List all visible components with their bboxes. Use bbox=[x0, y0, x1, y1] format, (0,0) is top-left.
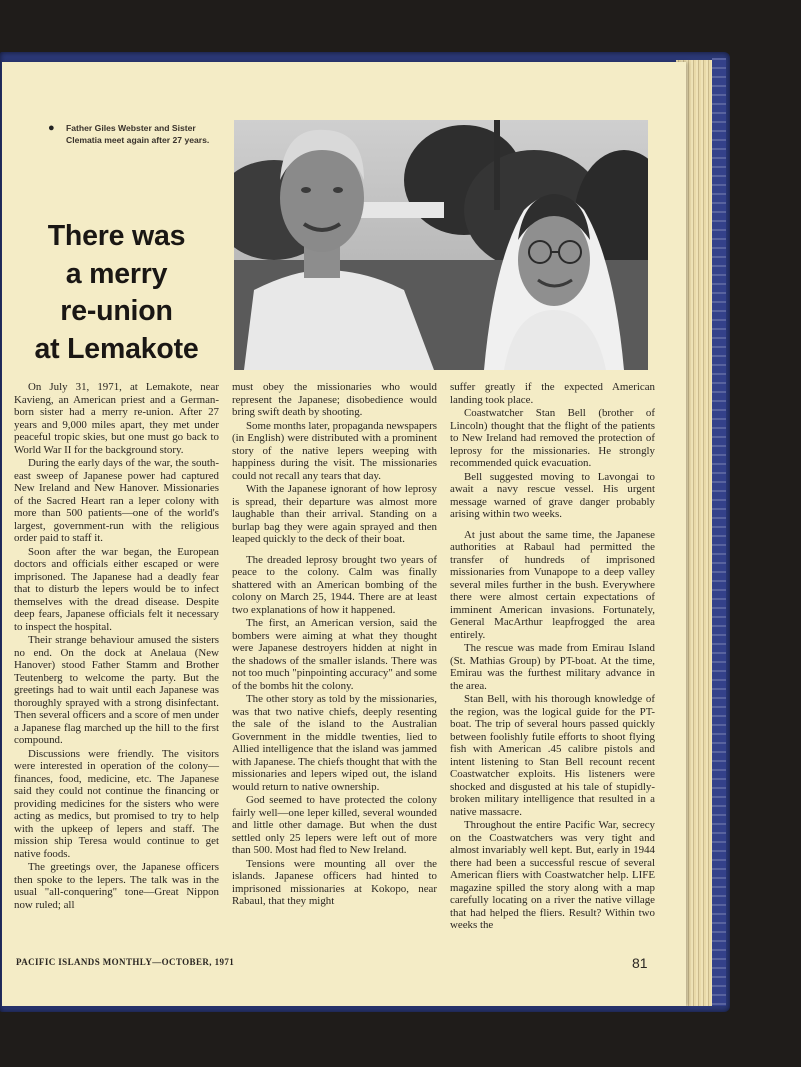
caption-text: Father Giles Webster and Sister Clematia meet again after 27 years. bbox=[66, 123, 210, 145]
paragraph: With the Japanese ignorant of how leprosy is spread, their departure was almost more laughable than their arrival. Standing on a burlap bag they were again sprayed and then leaped quickly to the deck of their boat. bbox=[232, 483, 437, 545]
paragraph: Coastwatcher Stan Bell (brother of Lincoln) thought that the flight of the patients to New Ireland had removed the protection of leprosy for the missionaries. He strongly recommended quick evacuation. bbox=[450, 407, 655, 469]
paragraph: suffer greatly if the expected American landing took place. bbox=[450, 381, 655, 406]
headline-line: at Lemakote bbox=[34, 332, 199, 365]
paragraph: Some months later, propaganda newspapers (in English) were distributed with a prominent story of the native lepers weeping with happiness during the visit. The missionaries could not recall any tears that day. bbox=[232, 419, 438, 482]
paragraph: must obey the missionaries who would represent the Japanese; disobedience would bring swift death by shooting. bbox=[232, 381, 437, 418]
photo-illustration bbox=[234, 120, 648, 370]
article-headline bbox=[14, 218, 219, 368]
paragraph: God seemed to have protected the colony fairly well—one leper killed, several wounded and little other damage. But when the dust settled only 25 lepers were left out of more than 500. Most had fled to New Ireland. bbox=[232, 794, 437, 856]
paragraph: At just about the same time, the Japanese authorities at Rabaul had permitted the transfer of hundreds of imprisoned missionaries from Vunapope to a deep valley several miles further in the bush. Everywhere there were almost certain expectations of imminent American invasions. Fortunately, General MacArthur leapfrogged the area entirely. bbox=[450, 528, 655, 641]
paragraph: The other story as told by the missionaries, was that two native chiefs, deeply resenting the sale of the island to the Australian Government in the middle twenties, lied to Allied intelligence that the island was jammed with Japanese. The chiefs thought that with the missionaries and lepers wiped out, the island would return to native ownership. bbox=[232, 693, 437, 793]
paragraph: The first, an American version, said the bombers were aiming at what they thought were Japanese destroyers hidden at night in the shadows of the smaller islands. There was not too much "pinpointing accuracy" and some of the bombs hit the colony. bbox=[232, 617, 437, 692]
paragraph: Their strange behaviour amused the sisters no end. On the dock at Anelaua (New Hanover) stood Father Stamm and Brother Teutenberg to welcome the party. But the greetings had to wait until each Japanese was thoroughly sprayed with a strong disinfectant. Then several officers and a score of men under a Japanese flag marched up the hill to the first compound. bbox=[14, 634, 219, 746]
paragraph: On July 31, 1971, at Lemakote, near Kavieng, an American priest and a German-born sister had a merry re-union. After 27 years and 9,000 miles apart, they met under peaceful tropic skies, but one must go back to World War II for the background story. bbox=[14, 381, 219, 456]
text-column bbox=[450, 381, 655, 932]
paragraph: Throughout the entire Pacific War, secrecy on the Coastwatchers was very tight and almost invariably well kept. But, early in 1944 there had been a successful rescue of several American fliers with Coastwatcher help. LIFE magazine spilled the story along with a map carefully locating on a river the native village that had helped the fliers. Result? Within two weeks the bbox=[450, 819, 655, 931]
text-column bbox=[232, 381, 437, 932]
headline-line: There was bbox=[47, 220, 186, 252]
paragraph: The rescue was made from Emirau Island (St. Mathias Group) by PT-boat. At the time, Emirau was the furthest military advance in the area. bbox=[450, 642, 655, 692]
headline-line: a merry bbox=[65, 257, 168, 290]
binding-edge bbox=[712, 58, 726, 1006]
paragraph: Discussions were friendly. The visitors were interested in operation of the colony—finances, food, medicine, etc. The Japanese said they could not continue the financing or providing medicines for the sisters who were acting as medics, but promised to try to help with the upkeep of lepers and staff. The mission ship Teresa would continue to get native foods. bbox=[14, 747, 219, 860]
paragraph: Stan Bell, with his thorough knowledge of the region, was the logical guide for the PT-boat. The trip of several hours passed quickly between foolishly futile efforts to shoot flying fish with American .45 calibre pistols and intent listening to Stan Bell recount recent Coastwatcher exploits. His listeners were shocked and disgusted at his tale of stupidly-broken military intelligence that resulted in a native massacre. bbox=[450, 693, 655, 818]
paragraph: Tensions were mounting all over the islands. Japanese officers had hinted to imprisoned missionaries at Kokopo, near Rabaul, that they might bbox=[232, 857, 437, 907]
bullet-icon: ● bbox=[48, 122, 55, 134]
paragraph: During the early days of the war, the south-east sweep of Japanese power had captured New Ireland and New Hanover. Missionaries of the Sacred Heart ran a leper colony with more than 500 patients—one of the world's largest, government-run with the religious order paid to staff it. bbox=[14, 457, 219, 544]
article-photo bbox=[234, 120, 648, 370]
paragraph: Bell suggested moving to Lavongai to await a navy rescue vessel. His urgent message warned of grave danger probably arising within two weeks. bbox=[450, 470, 655, 520]
page-number: 81 bbox=[632, 955, 648, 971]
text-column bbox=[14, 381, 219, 932]
paragraph: The dreaded leprosy brought two years of peace to the colony. Calm was finally shattered with an American bombing of the colony on March 25, 1944. There are at least two explanations of how it happened. bbox=[232, 553, 437, 616]
running-footer: PACIFIC ISLANDS MONTHLY—OCTOBER, 1971 bbox=[16, 957, 235, 967]
paragraph: Soon after the war began, the European doctors and officials either escaped or were imprisoned. The Japanese had a deadly fear that to disturb the lepers would be to infect themselves with the dread disease. Despite deep fears, Japanese officials felt it necessary to inspect the hospital. bbox=[14, 545, 219, 633]
paragraph: The greetings over, the Japanese officers then spoke to the lepers. The talk was in the usual "all-conquering" tone—Great Nippon now ruled; all bbox=[14, 861, 219, 911]
headline-line: re-union bbox=[60, 295, 173, 327]
article-body bbox=[14, 381, 656, 932]
photo-caption bbox=[48, 122, 222, 146]
